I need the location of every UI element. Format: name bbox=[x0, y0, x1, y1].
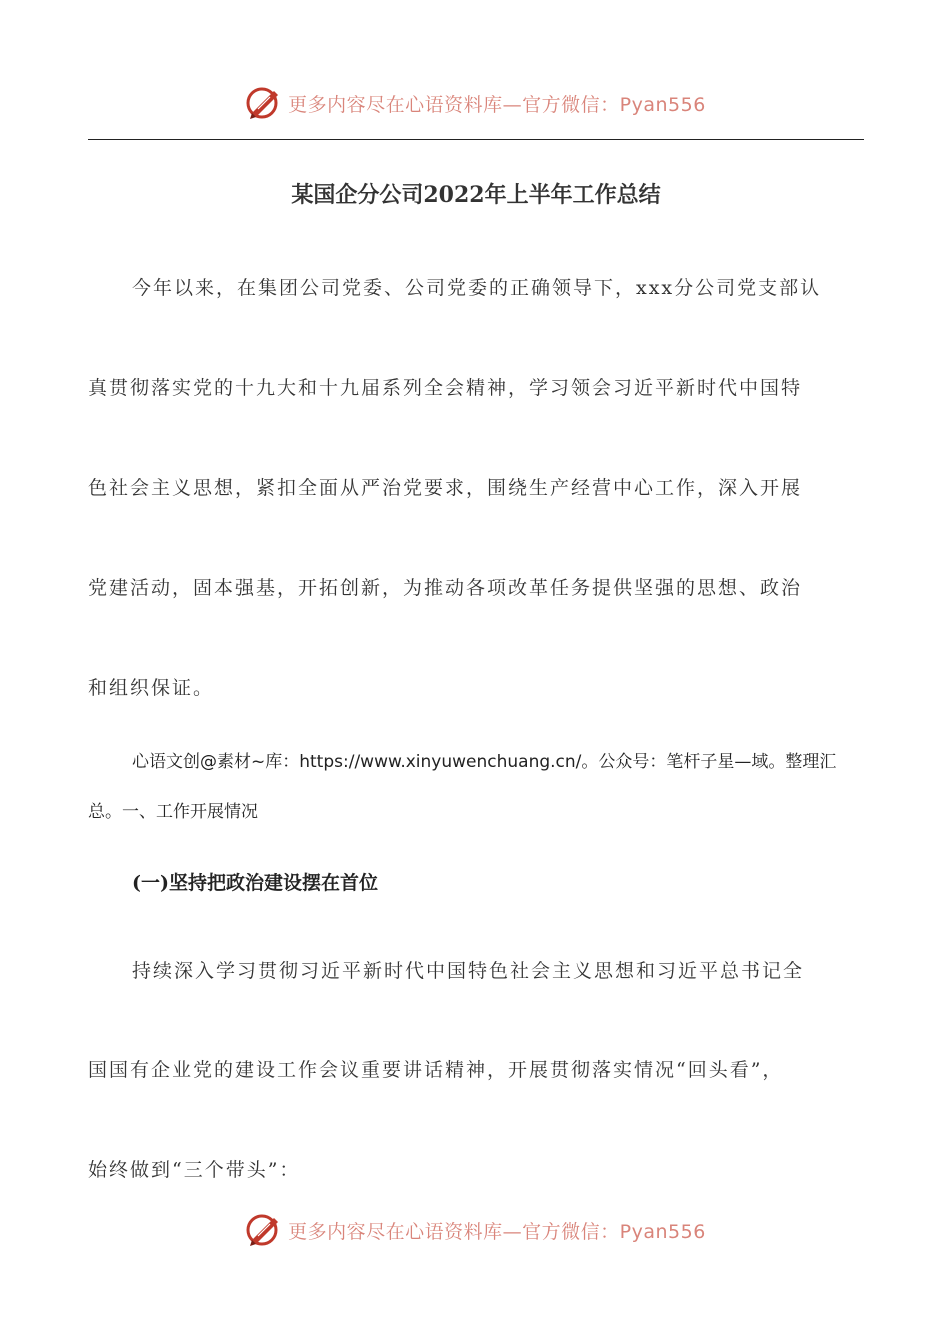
paragraph-line: 始终做到“三个带头”： bbox=[88, 1159, 301, 1181]
section-heading: (一)坚持把政治建设摆在首位 bbox=[132, 872, 378, 894]
paragraph-line: 持续深入学习贯彻习近平新时代中国特色社会主义思想和习近平总书记全 bbox=[132, 960, 805, 982]
source-note-line: 心语文创@素材~库：https://www.xinyuwenchuang.cn/。公众号：笔杆子星—域。整理汇 bbox=[132, 752, 837, 772]
document-title: 某国企分公司2022年上半年工作总结 bbox=[291, 182, 661, 208]
header-rule bbox=[88, 139, 864, 140]
banner-text bbox=[288, 90, 706, 117]
paragraph-line: 和组织保证。 bbox=[88, 677, 215, 699]
paragraph-line: 今年以来，在集团公司党委、公司党委的正确领导下，xxx分公司党支部认 bbox=[132, 277, 822, 299]
paragraph-line: 色社会主义思想，紧扣全面从严治党要求，围绕生产经营中心工作，深入开展 bbox=[88, 477, 803, 499]
banner-text bbox=[288, 1217, 706, 1244]
pen-logo-icon bbox=[244, 83, 284, 123]
header-banner bbox=[0, 78, 950, 128]
paragraph-line: 国国有企业党的建设工作会议重要讲话精神，开展贯彻落实情况“回头看”， bbox=[88, 1059, 784, 1081]
banner-wechat-id: Pyan556 bbox=[619, 93, 706, 116]
pen-logo-icon bbox=[244, 1210, 284, 1250]
paragraph-line: 真贯彻落实党的十九大和十九届系列全会精神，学习领会习近平新时代中国特 bbox=[88, 377, 803, 399]
paragraph-line: 党建活动，固本强基，开拓创新，为推动各项改革任务提供坚强的思想、政治 bbox=[88, 577, 803, 599]
banner-text-main: 更多内容尽在心语资料库—官方微信： bbox=[288, 1220, 620, 1243]
source-note-line: 总。一、工作开展情况 bbox=[88, 802, 258, 822]
footer-banner bbox=[0, 1205, 950, 1255]
banner-text-main: 更多内容尽在心语资料库—官方微信： bbox=[288, 93, 620, 116]
banner-wechat-id: Pyan556 bbox=[619, 1220, 706, 1243]
